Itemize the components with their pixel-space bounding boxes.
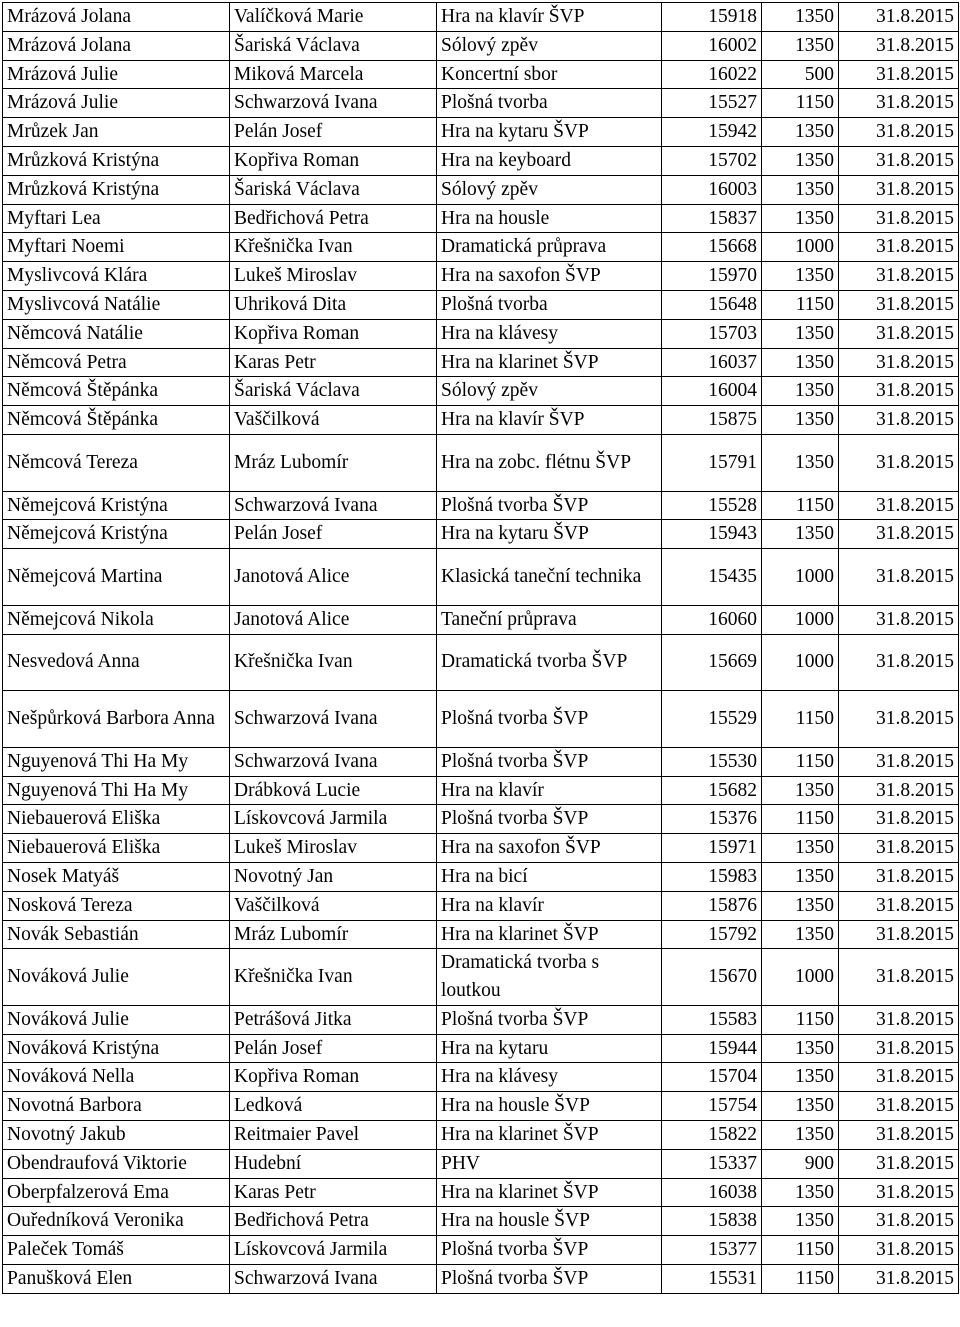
subject-cell: Dramatická tvorba ŠVP xyxy=(437,634,662,691)
table-row xyxy=(3,634,959,691)
table-row xyxy=(3,1063,959,1092)
table-row xyxy=(3,319,959,348)
code-cell: 15377 xyxy=(662,1236,762,1265)
date-cell: 31.8.2015 xyxy=(839,1265,959,1294)
amount-cell: 1350 xyxy=(762,920,839,949)
amount-cell: 1150 xyxy=(762,491,839,520)
subject-cell: Plošná tvorba ŠVP xyxy=(437,1005,662,1034)
table-row xyxy=(3,1178,959,1207)
subject-cell: Plošná tvorba ŠVP xyxy=(437,1236,662,1265)
code-cell: 16002 xyxy=(662,31,762,60)
table-row xyxy=(3,146,959,175)
student-name-cell: Mrázová Julie xyxy=(3,60,230,89)
subject-cell: Sólový zpěv xyxy=(437,377,662,406)
teacher-name-cell: Šariská Václava xyxy=(230,31,437,60)
amount-cell: 1350 xyxy=(762,262,839,291)
teacher-name-cell: Schwarzová Ivana xyxy=(230,691,437,748)
student-name-cell: Němejcová Nikola xyxy=(3,605,230,634)
student-name-cell: Němejcová Kristýna xyxy=(3,520,230,549)
teacher-name-cell: Ledková xyxy=(230,1092,437,1121)
student-name-cell: Oberpfalzerová Ema xyxy=(3,1178,230,1207)
subject-cell: Hra na klarinet ŠVP xyxy=(437,1121,662,1150)
teacher-name-cell: Karas Petr xyxy=(230,348,437,377)
date-cell: 31.8.2015 xyxy=(839,1005,959,1034)
subject-cell: Sólový zpěv xyxy=(437,31,662,60)
table-row xyxy=(3,1005,959,1034)
date-cell: 31.8.2015 xyxy=(839,691,959,748)
student-name-cell: Němcová Štěpánka xyxy=(3,377,230,406)
table-row xyxy=(3,747,959,776)
teacher-name-cell: Pelán Josef xyxy=(230,118,437,147)
date-cell: 31.8.2015 xyxy=(839,89,959,118)
amount-cell: 1150 xyxy=(762,290,839,319)
amount-cell: 1000 xyxy=(762,549,839,606)
subject-cell: Hra na klarinet ŠVP xyxy=(437,920,662,949)
teacher-name-cell: Šariská Václava xyxy=(230,377,437,406)
subject-cell: Hra na kytaru ŠVP xyxy=(437,520,662,549)
table-row xyxy=(3,89,959,118)
amount-cell: 1350 xyxy=(762,406,839,435)
code-cell: 15668 xyxy=(662,233,762,262)
subject-cell: Taneční průprava xyxy=(437,605,662,634)
subject-cell: Hra na housle xyxy=(437,204,662,233)
subject-cell: Hra na saxofon ŠVP xyxy=(437,834,662,863)
student-name-cell: Nesvedová Anna xyxy=(3,634,230,691)
amount-cell: 1000 xyxy=(762,949,839,1006)
amount-cell: 1350 xyxy=(762,118,839,147)
table-row xyxy=(3,1207,959,1236)
code-cell: 16003 xyxy=(662,175,762,204)
code-cell: 15943 xyxy=(662,520,762,549)
amount-cell: 1350 xyxy=(762,1178,839,1207)
amount-cell: 1350 xyxy=(762,348,839,377)
code-cell: 15583 xyxy=(662,1005,762,1034)
subject-cell: Hra na saxofon ŠVP xyxy=(437,262,662,291)
teacher-name-cell: Schwarzová Ivana xyxy=(230,747,437,776)
student-name-cell: Mrůzková Kristýna xyxy=(3,175,230,204)
date-cell: 31.8.2015 xyxy=(839,805,959,834)
date-cell: 31.8.2015 xyxy=(839,920,959,949)
subject-cell: Plošná tvorba xyxy=(437,89,662,118)
teacher-name-cell: Drábková Lucie xyxy=(230,776,437,805)
code-cell: 15531 xyxy=(662,1265,762,1294)
student-name-cell: Nováková Julie xyxy=(3,1005,230,1034)
teacher-name-cell: Schwarzová Ivana xyxy=(230,89,437,118)
table-row xyxy=(3,862,959,891)
table-row xyxy=(3,834,959,863)
student-name-cell: Novák Sebastián xyxy=(3,920,230,949)
table-row xyxy=(3,60,959,89)
subject-cell: Hra na housle ŠVP xyxy=(437,1092,662,1121)
code-cell: 16004 xyxy=(662,377,762,406)
date-cell: 31.8.2015 xyxy=(839,434,959,491)
table-row xyxy=(3,891,959,920)
code-cell: 15971 xyxy=(662,834,762,863)
subject-cell: Hra na zobc. flétnu ŠVP xyxy=(437,434,662,491)
date-cell: 31.8.2015 xyxy=(839,60,959,89)
student-name-cell: Němcová Petra xyxy=(3,348,230,377)
table-row xyxy=(3,118,959,147)
subject-cell: Hra na klarinet ŠVP xyxy=(437,348,662,377)
table-row xyxy=(3,31,959,60)
table-row xyxy=(3,491,959,520)
date-cell: 31.8.2015 xyxy=(839,747,959,776)
table-row xyxy=(3,204,959,233)
teacher-name-cell: Valíčková Marie xyxy=(230,3,437,32)
code-cell: 15822 xyxy=(662,1121,762,1150)
teacher-name-cell: Hudební xyxy=(230,1149,437,1178)
student-name-cell: Němcová Štěpánka xyxy=(3,406,230,435)
table-row xyxy=(3,949,959,1006)
date-cell: 31.8.2015 xyxy=(839,262,959,291)
teacher-name-cell: Pelán Josef xyxy=(230,520,437,549)
student-name-cell: Nosková Tereza xyxy=(3,891,230,920)
student-name-cell: Panušková Elen xyxy=(3,1265,230,1294)
amount-cell: 1150 xyxy=(762,747,839,776)
subject-cell: Sólový zpěv xyxy=(437,175,662,204)
teacher-name-cell: Lískovcová Jarmila xyxy=(230,1236,437,1265)
table-row xyxy=(3,1092,959,1121)
date-cell: 31.8.2015 xyxy=(839,1236,959,1265)
student-name-cell: Myslivcová Natálie xyxy=(3,290,230,319)
teacher-name-cell: Vaščilková xyxy=(230,406,437,435)
date-cell: 31.8.2015 xyxy=(839,1092,959,1121)
subject-cell: Dramatická průprava xyxy=(437,233,662,262)
date-cell: 31.8.2015 xyxy=(839,204,959,233)
student-name-cell: Novotná Barbora xyxy=(3,1092,230,1121)
teacher-name-cell: Miková Marcela xyxy=(230,60,437,89)
amount-cell: 1350 xyxy=(762,377,839,406)
teacher-name-cell: Mráz Lubomír xyxy=(230,920,437,949)
date-cell: 31.8.2015 xyxy=(839,31,959,60)
date-cell: 31.8.2015 xyxy=(839,175,959,204)
subject-cell: Koncertní sbor xyxy=(437,60,662,89)
table-row xyxy=(3,175,959,204)
table-row xyxy=(3,262,959,291)
table-row xyxy=(3,1236,959,1265)
subject-cell: Plošná tvorba ŠVP xyxy=(437,747,662,776)
amount-cell: 1000 xyxy=(762,233,839,262)
date-cell: 31.8.2015 xyxy=(839,377,959,406)
code-cell: 15838 xyxy=(662,1207,762,1236)
date-cell: 31.8.2015 xyxy=(839,348,959,377)
amount-cell: 1150 xyxy=(762,691,839,748)
student-name-cell: Niebauerová Eliška xyxy=(3,834,230,863)
teacher-name-cell: Kopřiva Roman xyxy=(230,146,437,175)
amount-cell: 1350 xyxy=(762,319,839,348)
teacher-name-cell: Karas Petr xyxy=(230,1178,437,1207)
subject-cell: Plošná tvorba xyxy=(437,290,662,319)
student-name-cell: Nováková Nella xyxy=(3,1063,230,1092)
code-cell: 15704 xyxy=(662,1063,762,1092)
code-cell: 15942 xyxy=(662,118,762,147)
table-row xyxy=(3,520,959,549)
student-name-cell: Niebauerová Eliška xyxy=(3,805,230,834)
amount-cell: 1350 xyxy=(762,31,839,60)
subject-cell: Hra na klavír xyxy=(437,776,662,805)
subject-cell: Hra na klávesy xyxy=(437,1063,662,1092)
amount-cell: 1150 xyxy=(762,89,839,118)
teacher-name-cell: Janotová Alice xyxy=(230,605,437,634)
code-cell: 16022 xyxy=(662,60,762,89)
student-name-cell: Němcová Natálie xyxy=(3,319,230,348)
date-cell: 31.8.2015 xyxy=(839,1178,959,1207)
code-cell: 15527 xyxy=(662,89,762,118)
student-name-cell: Mrázová Jolana xyxy=(3,31,230,60)
table-row xyxy=(3,233,959,262)
amount-cell: 1350 xyxy=(762,175,839,204)
table-row xyxy=(3,776,959,805)
table-body xyxy=(3,3,959,1294)
registration-table xyxy=(2,2,959,1294)
code-cell: 15876 xyxy=(662,891,762,920)
student-name-cell: Mrůzková Kristýna xyxy=(3,146,230,175)
student-name-cell: Mrázová Jolana xyxy=(3,3,230,32)
student-name-cell: Nováková Julie xyxy=(3,949,230,1006)
amount-cell: 1350 xyxy=(762,891,839,920)
subject-cell: Hra na kytaru ŠVP xyxy=(437,118,662,147)
subject-cell: Klasická taneční technika xyxy=(437,549,662,606)
code-cell: 15944 xyxy=(662,1034,762,1063)
amount-cell: 1350 xyxy=(762,1121,839,1150)
code-cell: 15670 xyxy=(662,949,762,1006)
table-row xyxy=(3,805,959,834)
table-row xyxy=(3,920,959,949)
teacher-name-cell: Šariská Václava xyxy=(230,175,437,204)
student-name-cell: Nosek Matyáš xyxy=(3,862,230,891)
date-cell: 31.8.2015 xyxy=(839,1149,959,1178)
subject-cell: Hra na bicí xyxy=(437,862,662,891)
teacher-name-cell: Reitmaier Pavel xyxy=(230,1121,437,1150)
student-name-cell: Němejcová Martina xyxy=(3,549,230,606)
date-cell: 31.8.2015 xyxy=(839,634,959,691)
code-cell: 16037 xyxy=(662,348,762,377)
date-cell: 31.8.2015 xyxy=(839,776,959,805)
student-name-cell: Ouředníková Veronika xyxy=(3,1207,230,1236)
code-cell: 15682 xyxy=(662,776,762,805)
date-cell: 31.8.2015 xyxy=(839,319,959,348)
amount-cell: 1000 xyxy=(762,605,839,634)
teacher-name-cell: Schwarzová Ivana xyxy=(230,491,437,520)
date-cell: 31.8.2015 xyxy=(839,862,959,891)
code-cell: 15648 xyxy=(662,290,762,319)
table-row xyxy=(3,691,959,748)
amount-cell: 1350 xyxy=(762,776,839,805)
subject-cell: Plošná tvorba ŠVP xyxy=(437,1265,662,1294)
table-row xyxy=(3,1265,959,1294)
student-name-cell: Mrázová Julie xyxy=(3,89,230,118)
amount-cell: 1350 xyxy=(762,1207,839,1236)
date-cell: 31.8.2015 xyxy=(839,949,959,1006)
date-cell: 31.8.2015 xyxy=(839,549,959,606)
code-cell: 15702 xyxy=(662,146,762,175)
table-row xyxy=(3,406,959,435)
amount-cell: 1350 xyxy=(762,1092,839,1121)
code-cell: 15337 xyxy=(662,1149,762,1178)
student-name-cell: Myslivcová Klára xyxy=(3,262,230,291)
teacher-name-cell: Petrášová Jitka xyxy=(230,1005,437,1034)
teacher-name-cell: Schwarzová Ivana xyxy=(230,1265,437,1294)
teacher-name-cell: Bedřichová Petra xyxy=(230,1207,437,1236)
date-cell: 31.8.2015 xyxy=(839,520,959,549)
teacher-name-cell: Vaščilková xyxy=(230,891,437,920)
teacher-name-cell: Lukeš Miroslav xyxy=(230,834,437,863)
code-cell: 15530 xyxy=(662,747,762,776)
code-cell: 15529 xyxy=(662,691,762,748)
subject-cell: Hra na kytaru xyxy=(437,1034,662,1063)
date-cell: 31.8.2015 xyxy=(839,290,959,319)
code-cell: 16038 xyxy=(662,1178,762,1207)
subject-cell: Hra na klávesy xyxy=(437,319,662,348)
table-row xyxy=(3,549,959,606)
teacher-name-cell: Lískovcová Jarmila xyxy=(230,805,437,834)
date-cell: 31.8.2015 xyxy=(839,3,959,32)
code-cell: 15435 xyxy=(662,549,762,606)
table-row xyxy=(3,290,959,319)
table-row xyxy=(3,377,959,406)
teacher-name-cell: Kopřiva Roman xyxy=(230,1063,437,1092)
amount-cell: 1000 xyxy=(762,634,839,691)
teacher-name-cell: Uhriková Dita xyxy=(230,290,437,319)
teacher-name-cell: Křešnička Ivan xyxy=(230,233,437,262)
student-name-cell: Novotný Jakub xyxy=(3,1121,230,1150)
amount-cell: 1350 xyxy=(762,862,839,891)
code-cell: 15376 xyxy=(662,805,762,834)
code-cell: 15703 xyxy=(662,319,762,348)
code-cell: 16060 xyxy=(662,605,762,634)
subject-cell: Hra na keyboard xyxy=(437,146,662,175)
amount-cell: 1350 xyxy=(762,834,839,863)
date-cell: 31.8.2015 xyxy=(839,146,959,175)
table-row xyxy=(3,348,959,377)
student-name-cell: Nováková Kristýna xyxy=(3,1034,230,1063)
date-cell: 31.8.2015 xyxy=(839,233,959,262)
amount-cell: 1350 xyxy=(762,204,839,233)
teacher-name-cell: Křešnička Ivan xyxy=(230,949,437,1006)
amount-cell: 1150 xyxy=(762,1005,839,1034)
code-cell: 15918 xyxy=(662,3,762,32)
teacher-name-cell: Novotný Jan xyxy=(230,862,437,891)
amount-cell: 1350 xyxy=(762,520,839,549)
amount-cell: 1350 xyxy=(762,434,839,491)
amount-cell: 1350 xyxy=(762,146,839,175)
student-name-cell: Nešpůrková Barbora Anna xyxy=(3,691,230,748)
subject-cell: Plošná tvorba ŠVP xyxy=(437,805,662,834)
amount-cell: 1350 xyxy=(762,1034,839,1063)
student-name-cell: Obendraufová Viktorie xyxy=(3,1149,230,1178)
amount-cell: 1350 xyxy=(762,3,839,32)
subject-cell: PHV xyxy=(437,1149,662,1178)
table-row xyxy=(3,3,959,32)
date-cell: 31.8.2015 xyxy=(839,1034,959,1063)
date-cell: 31.8.2015 xyxy=(839,1063,959,1092)
student-name-cell: Paleček Tomáš xyxy=(3,1236,230,1265)
amount-cell: 1150 xyxy=(762,1236,839,1265)
code-cell: 15669 xyxy=(662,634,762,691)
table-row xyxy=(3,605,959,634)
student-name-cell: Mrůzek Jan xyxy=(3,118,230,147)
date-cell: 31.8.2015 xyxy=(839,406,959,435)
student-name-cell: Nguyenová Thi Ha My xyxy=(3,776,230,805)
code-cell: 15528 xyxy=(662,491,762,520)
amount-cell: 1350 xyxy=(762,1063,839,1092)
student-name-cell: Nguyenová Thi Ha My xyxy=(3,747,230,776)
subject-cell: Hra na klavír ŠVP xyxy=(437,406,662,435)
date-cell: 31.8.2015 xyxy=(839,1121,959,1150)
subject-cell: Hra na klarinet ŠVP xyxy=(437,1178,662,1207)
table-row xyxy=(3,1121,959,1150)
subject-cell: Hra na housle ŠVP xyxy=(437,1207,662,1236)
subject-cell: Hra na klavír ŠVP xyxy=(437,3,662,32)
date-cell: 31.8.2015 xyxy=(839,605,959,634)
student-name-cell: Němcová Tereza xyxy=(3,434,230,491)
amount-cell: 900 xyxy=(762,1149,839,1178)
student-name-cell: Němejcová Kristýna xyxy=(3,491,230,520)
amount-cell: 1150 xyxy=(762,1265,839,1294)
code-cell: 15875 xyxy=(662,406,762,435)
code-cell: 15792 xyxy=(662,920,762,949)
teacher-name-cell: Pelán Josef xyxy=(230,1034,437,1063)
teacher-name-cell: Křešnička Ivan xyxy=(230,634,437,691)
table-row xyxy=(3,1149,959,1178)
student-name-cell: Myftari Noemi xyxy=(3,233,230,262)
student-name-cell: Myftari Lea xyxy=(3,204,230,233)
date-cell: 31.8.2015 xyxy=(839,834,959,863)
teacher-name-cell: Mráz Lubomír xyxy=(230,434,437,491)
subject-cell: Plošná tvorba ŠVP xyxy=(437,691,662,748)
subject-cell: Plošná tvorba ŠVP xyxy=(437,491,662,520)
code-cell: 15837 xyxy=(662,204,762,233)
teacher-name-cell: Bedřichová Petra xyxy=(230,204,437,233)
amount-cell: 500 xyxy=(762,60,839,89)
date-cell: 31.8.2015 xyxy=(839,118,959,147)
amount-cell: 1150 xyxy=(762,805,839,834)
code-cell: 15970 xyxy=(662,262,762,291)
teacher-name-cell: Kopřiva Roman xyxy=(230,319,437,348)
code-cell: 15791 xyxy=(662,434,762,491)
teacher-name-cell: Lukeš Miroslav xyxy=(230,262,437,291)
date-cell: 31.8.2015 xyxy=(839,491,959,520)
code-cell: 15983 xyxy=(662,862,762,891)
date-cell: 31.8.2015 xyxy=(839,1207,959,1236)
table-row xyxy=(3,434,959,491)
subject-cell: Hra na klavír xyxy=(437,891,662,920)
teacher-name-cell: Janotová Alice xyxy=(230,549,437,606)
table-row xyxy=(3,1034,959,1063)
date-cell: 31.8.2015 xyxy=(839,891,959,920)
code-cell: 15754 xyxy=(662,1092,762,1121)
subject-cell: Dramatická tvorba s loutkou xyxy=(437,949,662,1006)
